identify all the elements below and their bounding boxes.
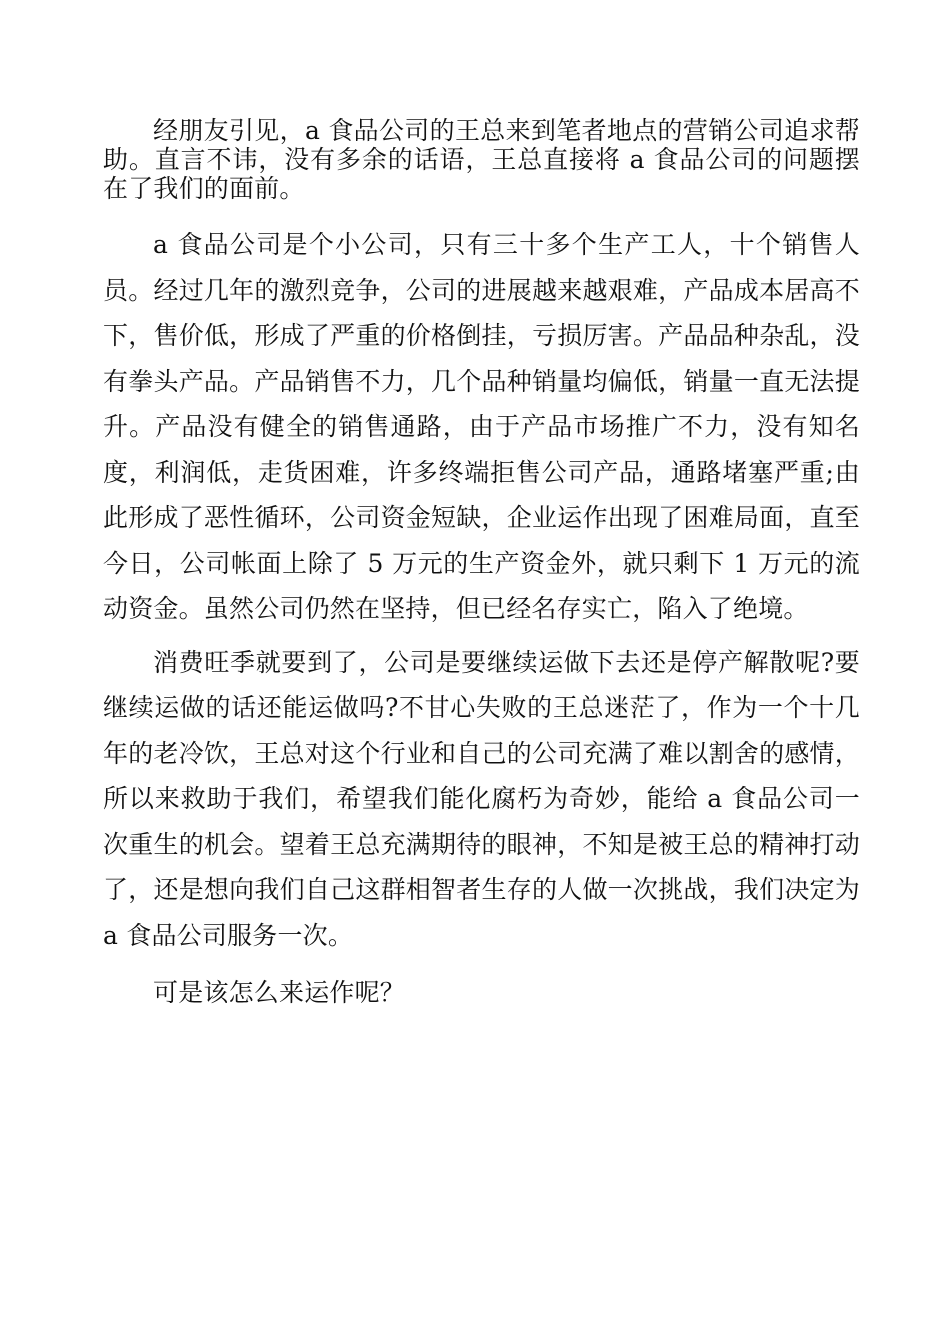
paragraph-3: 消费旺季就要到了，公司是要继续运做下去还是停产解散呢?要继续运做的话还能运做吗?不甘心失败的王总迷茫了，作为一个十几年的老冷饮，王总对这个行业和自己的公司充满了难以割舍的感情，所以来救助于我们，希望我们能化腐朽为奇妙，能给 a 食品公司一次重生的机会。望着王总充满期待的眼神，不知是被王总的精神打动了，还是想向我们自己这群相智者生存的人做一次挑战，我们决定为 a 食品公司服务一次。 bbox=[103, 647, 860, 950]
paragraph-4: 可是该怎么来运作呢？ bbox=[153, 978, 406, 1007]
document-body bbox=[103, 116, 860, 1016]
paragraph-2: a 食品公司是个小公司，只有三十多个生产工人，十个销售人员。经过几年的激烈竞争，公司的进展越来越艰难，产品成本居高不下，售价低，形成了严重的价格倒挂，亏损厉害。产品品种杂乱，没有拳头产品。产品销售不力，几个品种销量均偏低，销量一直无法提升。产品没有健全的销售通路，由于产品市场推广不力，没有知名度，利润低，走货困难，许多终端拒售公司产品，通路堵塞严重;由此形成了恶性循环，公司资金短缺，企业运作出现了困难局面，直至今日，公司帐面上除了 5 万元的生产资金外，就只剩下 1 万元的流动资金。虽然公司仍然在坚持，但已经名存实亡，陷入了绝境。 bbox=[103, 230, 860, 623]
paragraph-1: 经朋友引见，a 食品公司的王总来到笔者地点的营销公司追求帮助。直言不讳，没有多余的话语，王总直接将 a 食品公司的问题摆在了我们的面前。 bbox=[103, 116, 860, 203]
